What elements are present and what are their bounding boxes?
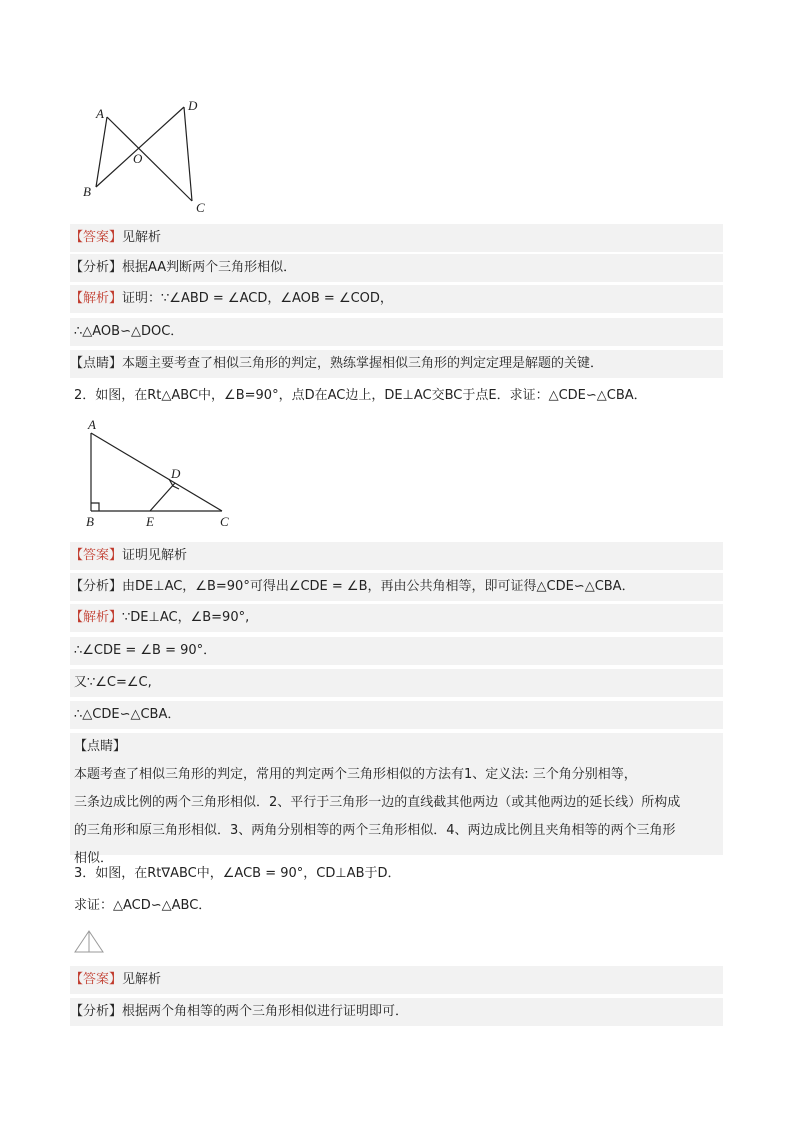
answer-text: 证明见解析	[122, 548, 188, 563]
label-d: D	[171, 466, 181, 481]
label-d: D	[188, 98, 198, 113]
label-c: C	[220, 514, 229, 529]
segment-ab	[96, 117, 107, 187]
q1-analysis-row	[70, 254, 723, 282]
analysis-text: 由DE⊥AC，∠B=90°可得出∠CDE = ∠B，再由公共角相等，即可证得△CDE∽△CBA．	[122, 579, 635, 594]
label-o: O	[133, 151, 143, 166]
solution-tag: 【解析】	[70, 291, 123, 306]
comment-line-1-text: 本题考查了相似三角形的判定，常用的判定两个三角形相似的方法有1、定义法: 三个角分别相等，	[74, 767, 637, 782]
analysis-tag: 【分析】	[70, 260, 123, 275]
answer-tag: 【答案】	[70, 972, 123, 987]
comment-line-4: 相似．	[74, 851, 114, 866]
segment-ac	[107, 117, 192, 201]
analysis-tag: 【分析】	[70, 1004, 123, 1019]
q2-step3-row	[70, 701, 723, 729]
solution-text: ∵DE⊥AC，∠B=90°,	[122, 610, 250, 625]
label-a: A	[96, 106, 104, 121]
comment-tag: 【点睛】	[74, 739, 127, 754]
analysis-text: 根据AA判断两个三角形相似．	[122, 260, 297, 275]
step3-text: ∴△CDE∽△CBA．	[74, 707, 181, 722]
answer-tag: 【答案】	[70, 230, 123, 245]
solution-tag: 【解析】	[70, 610, 123, 625]
q2-analysis-row	[70, 573, 723, 601]
comment-line-2: 三条边成比例的两个三角形相似．2、平行于三角形一边的直线截其他两边（或其他两边的延长线）所构成	[74, 795, 681, 810]
comment-tag: 【点睛】	[70, 356, 123, 371]
q3-prove: 求证：△ACD∽△ABC．	[74, 898, 212, 913]
figure-bowtie	[80, 95, 220, 220]
q2-solution-row	[70, 604, 723, 632]
analysis-text: 根据两个角相等的两个三角形相似进行证明即可．	[122, 1004, 409, 1019]
step2-text: 又∵∠C=∠C,	[74, 675, 152, 690]
comment-line-1	[74, 733, 723, 789]
answer-tag: 【答案】	[70, 548, 123, 563]
q1-comment-row	[70, 350, 723, 378]
segment-ac	[91, 433, 222, 511]
answer-text: 见解析	[122, 230, 162, 245]
comment-line-3: 的三角形和原三角形相似．3、两角分别相等的两个三角形相似．4、两边成比例且夹角相等的两个三角形	[74, 823, 676, 838]
q2-comment-block	[70, 733, 723, 866]
analysis-tag: 【分析】	[70, 579, 123, 594]
figure-right-triangle	[80, 415, 240, 530]
solution-text: 证明：∵∠ABD = ∠ACD，∠AOB = ∠COD，	[122, 291, 393, 306]
right-angle-b	[91, 503, 99, 511]
q1-solution-row	[70, 285, 723, 313]
q2-answer-row	[70, 542, 723, 570]
label-c: C	[196, 200, 205, 215]
q1-conclusion-row	[70, 318, 723, 346]
q2-question: 2．如图，在Rt△ABC中，∠B=90°，点D在AC边上，DE⊥AC交BC于点E．求证：△CDE∽△CBA．	[74, 388, 647, 403]
q3-question: 3．如图，在Rt∇ABC中，∠ACB = 90°，CD⊥AB于D．	[74, 866, 401, 881]
q2-step2-row	[70, 669, 723, 697]
label-b: B	[83, 184, 91, 199]
answer-text: 见解析	[122, 972, 162, 987]
q1-answer-row	[70, 224, 723, 252]
step1-text: ∴∠CDE = ∠B = 90°．	[74, 643, 217, 658]
q3-answer-row	[70, 966, 723, 994]
label-b: B	[86, 514, 94, 529]
q2-step1-row	[70, 637, 723, 665]
label-a: A	[88, 417, 96, 432]
segment-dc	[184, 107, 192, 201]
label-e: E	[146, 514, 154, 529]
figure-small-triangle	[72, 928, 106, 956]
q3-analysis-row	[70, 998, 723, 1026]
comment-text: 本题主要考查了相似三角形的判定，熟练掌握相似三角形的判定定理是解题的关键．	[122, 356, 604, 371]
conclusion-text: ∴△AOB∽△DOC．	[74, 324, 184, 339]
segment-ed	[150, 483, 175, 511]
